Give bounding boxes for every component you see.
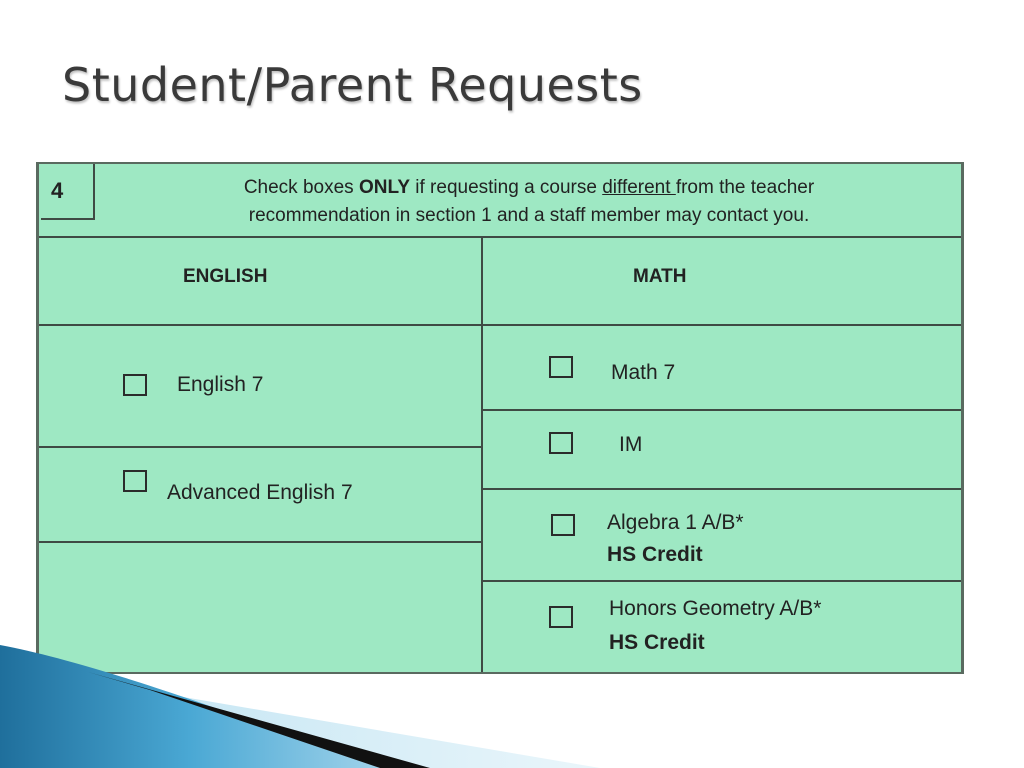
instruction-underline: different	[602, 177, 676, 198]
honors-geometry-checkbox[interactable]	[549, 606, 573, 628]
section-number: 4	[41, 164, 95, 220]
divider-column	[481, 236, 483, 672]
english-column-header: ENGLISH	[183, 266, 268, 287]
math-column-header: MATH	[633, 266, 687, 287]
divider-english-1	[39, 446, 481, 448]
honors-geometry-hs-credit: HS Credit	[609, 631, 705, 654]
algebra-1-checkbox[interactable]	[551, 514, 575, 536]
instruction-line2: recommendation in section 1 and a staff member may contact you.	[248, 205, 810, 226]
english-7-checkbox[interactable]	[123, 374, 147, 396]
algebra-1-label: Algebra 1 A/B*	[607, 511, 744, 534]
instruction-part2: if requesting a course	[410, 177, 603, 198]
advanced-english-7-checkbox[interactable]	[123, 470, 147, 492]
decoration-light-band	[60, 676, 600, 768]
divider-math-1	[483, 409, 961, 411]
im-label: IM	[619, 433, 643, 456]
slide-title: Student/Parent Requests	[62, 58, 643, 112]
divider-english-2	[39, 541, 481, 543]
divider-header-bottom	[39, 324, 961, 326]
math-7-label: Math 7	[611, 361, 676, 384]
divider-math-3	[483, 580, 961, 582]
course-request-form	[36, 162, 964, 674]
instruction-text	[99, 174, 959, 230]
decoration-black-stroke	[88, 672, 430, 768]
algebra-1-hs-credit: HS Credit	[607, 543, 703, 566]
divider-header-top	[39, 236, 961, 238]
honors-geometry-label: Honors Geometry A/B*	[609, 597, 822, 620]
instruction-part1: Check boxes	[243, 177, 359, 198]
english-7-label: English 7	[177, 373, 264, 396]
instruction-part3: from the teacher	[675, 177, 815, 198]
advanced-english-7-label: Advanced English 7	[167, 481, 353, 504]
math-7-checkbox[interactable]	[549, 356, 573, 378]
divider-math-2	[483, 488, 961, 490]
instruction-emphasis: ONLY	[358, 177, 410, 198]
im-checkbox[interactable]	[549, 432, 573, 454]
